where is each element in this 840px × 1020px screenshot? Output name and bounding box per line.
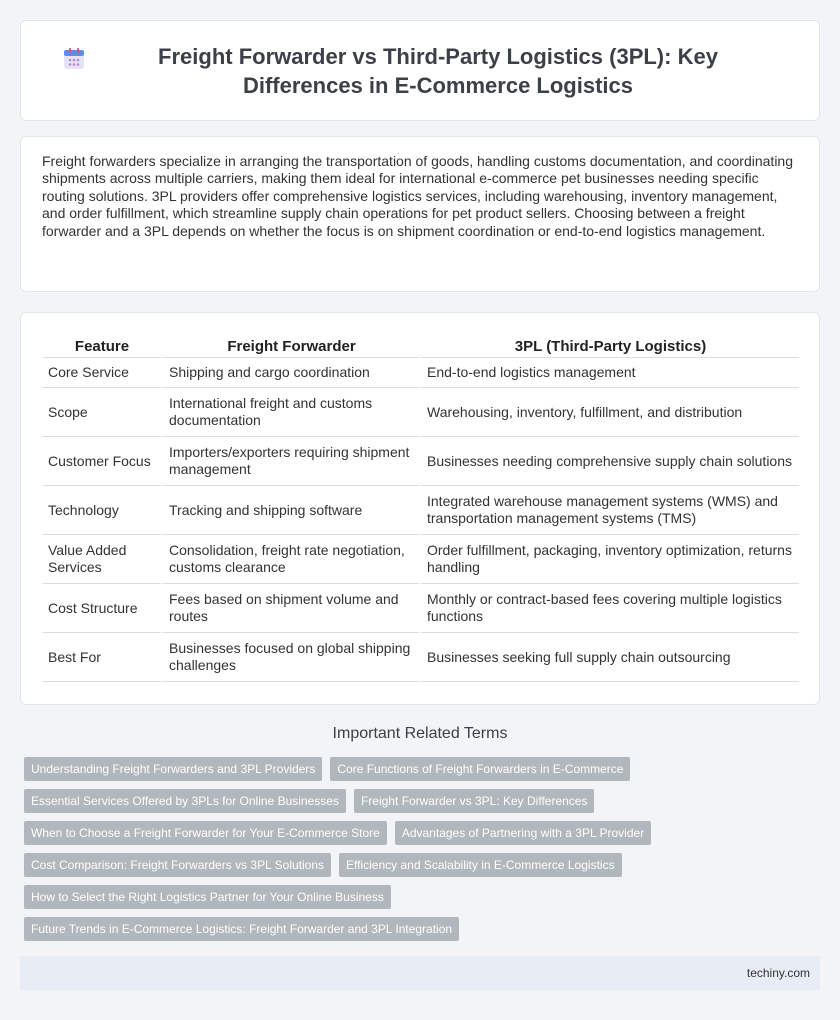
related-term-link[interactable]: Advantages of Partnering with a 3PL Provider	[395, 821, 651, 845]
table-row	[43, 535, 799, 584]
intro-paragraph: Freight forwarders specialize in arranging the transportation of goods, handling customs documentation, and coordinating shipments across multiple carriers, making them ideal for international e-commerce pet businesses needing specific routing solutions. 3PL providers offer comprehensive logistics services, including warehousing, inventory management, and order fulfillment, which streamline supply chain operations for pet product sellers. Choosing between a freight forwarder and a 3PL depends on whether the focus is on shipment coordination or end-to-end logistics management.	[42, 153, 793, 239]
related-term-link[interactable]: Essential Services Offered by 3PLs for Online Businesses	[24, 789, 346, 813]
row-freight-forwarder: Importers/exporters requiring shipment management	[161, 437, 419, 486]
row-feature: Cost Structure	[43, 584, 161, 633]
related-term-link[interactable]: How to Select the Right Logistics Partner for Your Online Business	[24, 885, 391, 909]
row-feature: Technology	[43, 486, 161, 535]
related-term-link[interactable]: Understanding Freight Forwarders and 3PL Providers	[24, 757, 322, 781]
table-row	[43, 358, 799, 388]
related-term-link[interactable]: Efficiency and Scalability in E-Commerce Logistics	[339, 853, 622, 877]
row-3pl: Businesses seeking full supply chain outsourcing	[419, 633, 799, 682]
table-row	[43, 584, 799, 633]
row-feature: Best For	[43, 633, 161, 682]
term-row	[24, 853, 824, 877]
related-term-link[interactable]: Future Trends in E-Commerce Logistics: Freight Forwarder and 3PL Integration	[24, 917, 459, 941]
row-feature: Core Service	[43, 358, 161, 388]
row-3pl: Businesses needing comprehensive supply chain solutions	[419, 437, 799, 486]
row-freight-forwarder: Consolidation, freight rate negotiation, customs clearance	[161, 535, 419, 584]
row-feature: Customer Focus	[43, 437, 161, 486]
term-row	[24, 885, 824, 909]
header-3pl: 3PL (Third-Party Logistics)	[419, 332, 799, 358]
footer-site-link[interactable]: techiny.com	[746, 966, 810, 980]
related-term-link[interactable]: Cost Comparison: Freight Forwarders vs 3PL Solutions	[24, 853, 331, 877]
row-3pl: End-to-end logistics management	[419, 358, 799, 388]
table-row	[43, 437, 799, 486]
row-feature: Scope	[43, 388, 161, 437]
row-3pl: Monthly or contract-based fees covering multiple logistics functions	[419, 584, 799, 633]
row-3pl: Integrated warehouse management systems (WMS) and transportation management systems (TMS)	[419, 486, 799, 535]
term-row	[24, 789, 824, 813]
row-3pl: Warehousing, inventory, fulfillment, and distribution	[419, 388, 799, 437]
footer	[20, 956, 820, 990]
term-row	[24, 917, 824, 941]
title-card	[20, 20, 820, 121]
intro-card	[20, 136, 820, 292]
header-freight-forwarder: Freight Forwarder	[161, 332, 419, 358]
table-header-row	[43, 332, 799, 358]
related-terms-title: Important Related Terms	[332, 725, 508, 742]
related-term-link[interactable]: When to Choose a Freight Forwarder for Your E-Commerce Store	[24, 821, 387, 845]
row-freight-forwarder: Tracking and shipping software	[161, 486, 419, 535]
row-freight-forwarder: Fees based on shipment volume and routes	[161, 584, 419, 633]
title-wrap	[61, 42, 779, 100]
header-feature: Feature	[43, 332, 161, 358]
table-row	[43, 633, 799, 682]
table-row	[43, 388, 799, 437]
table-row	[43, 486, 799, 535]
row-freight-forwarder: Shipping and cargo coordination	[161, 358, 419, 388]
comparison-card	[20, 312, 820, 705]
related-term-link[interactable]: Core Functions of Freight Forwarders in E-Commerce	[330, 757, 630, 781]
term-row	[24, 757, 824, 781]
page-title: Freight Forwarder vs Third-Party Logistics (3PL): Key Differences in E-Commerce Logistics	[158, 43, 718, 98]
calendar-icon	[61, 46, 87, 72]
comparison-table	[43, 332, 799, 682]
term-row	[24, 821, 824, 845]
related-terms-list	[24, 757, 824, 949]
row-freight-forwarder: Businesses focused on global shipping challenges	[161, 633, 419, 682]
row-3pl: Order fulfillment, packaging, inventory optimization, returns handling	[419, 535, 799, 584]
row-freight-forwarder: International freight and customs documentation	[161, 388, 419, 437]
related-term-link[interactable]: Freight Forwarder vs 3PL: Key Differences	[354, 789, 595, 813]
row-feature: Value Added Services	[43, 535, 161, 584]
